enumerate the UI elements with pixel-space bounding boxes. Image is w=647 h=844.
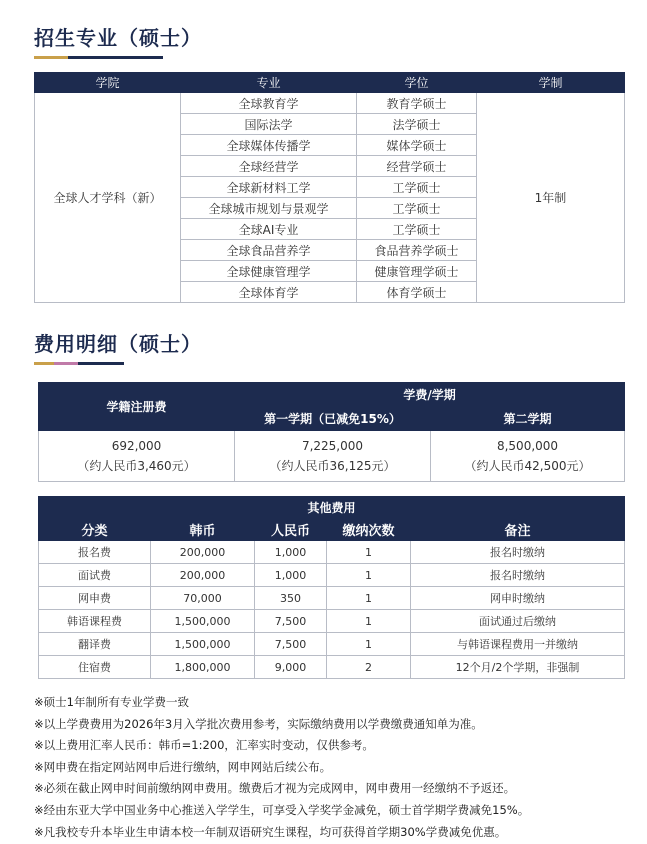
other-fee-row bbox=[39, 656, 625, 679]
remarks-cell: 报名时缴纳 bbox=[411, 541, 625, 564]
remarks-cell: 与韩语课程费用一并缴纳 bbox=[411, 633, 625, 656]
category-cell: 韩语课程费 bbox=[39, 610, 151, 633]
krw-cell: 200,000 bbox=[151, 541, 255, 564]
col-header-college: 学院 bbox=[35, 73, 181, 93]
registration-fee-header: 学籍注册费 bbox=[39, 383, 235, 431]
semester-2-fee-krw: 8,500,000 bbox=[496, 439, 559, 453]
notes-list bbox=[34, 692, 634, 843]
other-fee-row bbox=[39, 564, 625, 587]
rmb-cell: 7,500 bbox=[255, 610, 327, 633]
registration-fee-krw: 692,000 bbox=[111, 439, 162, 453]
tuition-per-semester-header: 学费/学期 bbox=[235, 383, 625, 406]
major-cell: 全球城市规划与景观学 bbox=[181, 198, 357, 219]
fees-section-title: 费用明细（硕士） bbox=[34, 332, 202, 356]
rmb-cell: 7,500 bbox=[255, 633, 327, 656]
degree-cell: 工学硕士 bbox=[357, 177, 477, 198]
times-cell: 2 bbox=[327, 656, 411, 679]
title-accent-navy-2 bbox=[78, 362, 124, 365]
krw-cell: 70,000 bbox=[151, 587, 255, 610]
degree-cell: 法学硕士 bbox=[357, 114, 477, 135]
major-cell: 全球媒体传播学 bbox=[181, 135, 357, 156]
krw-cell: 1,500,000 bbox=[151, 633, 255, 656]
duration-cell: 1年制 bbox=[477, 93, 625, 303]
note-line: ※必须在截止网申时间前缴纳网申费用。缴费后才视为完成网申，网申费用一经缴纳不予返还。 bbox=[34, 781, 516, 796]
major-cell: 全球教育学 bbox=[181, 93, 357, 114]
times-cell: 1 bbox=[327, 633, 411, 656]
majors-header-row bbox=[35, 73, 625, 93]
note-line: ※以上费用汇率人民币：韩币=1:200，汇率实时变动，仅供参考。 bbox=[34, 738, 374, 753]
other-fee-row bbox=[39, 587, 625, 610]
degree-cell: 媒体学硕士 bbox=[357, 135, 477, 156]
remarks-cell: 面试通过后缴纳 bbox=[411, 610, 625, 633]
remarks-cell: 网申时缴纳 bbox=[411, 587, 625, 610]
remarks-cell: 报名时缴纳 bbox=[411, 564, 625, 587]
semester-1-fee-cell bbox=[235, 431, 431, 482]
title-accent-gold-2 bbox=[34, 362, 54, 365]
times-cell: 1 bbox=[327, 564, 411, 587]
semester-2-fee-cell bbox=[431, 431, 625, 482]
category-cell: 网申费 bbox=[39, 587, 151, 610]
note-line: ※硕士1年制所有专业学费一致 bbox=[34, 695, 189, 709]
major-cell: 全球经营学 bbox=[181, 156, 357, 177]
category-cell: 报名费 bbox=[39, 541, 151, 564]
other-fee-row bbox=[39, 541, 625, 564]
degree-cell: 体育学硕士 bbox=[357, 282, 477, 303]
semester-2-header: 第二学期 bbox=[431, 406, 625, 431]
degree-cell: 食品营养学硕士 bbox=[357, 240, 477, 261]
rmb-cell: 1,000 bbox=[255, 564, 327, 587]
semester-1-fee-rmb: （约人民币36,125元） bbox=[269, 459, 396, 473]
times-cell: 1 bbox=[327, 541, 411, 564]
remarks-cell: 12个月/2个学期，非强制 bbox=[411, 656, 625, 679]
major-cell: 全球AI专业 bbox=[181, 219, 357, 240]
note-line: ※经由东亚大学中国业务中心推送入学学生，可享受入学奖学金减免，硕士首学期学费减免15%。 bbox=[34, 802, 530, 817]
category-cell: 翻译费 bbox=[39, 633, 151, 656]
col-header-major: 专业 bbox=[181, 73, 357, 93]
col-header-rmb: 人民币 bbox=[255, 518, 327, 541]
majors-row bbox=[35, 93, 625, 114]
col-header-duration: 学制 bbox=[477, 73, 625, 93]
other-fees-table bbox=[38, 496, 625, 679]
title-accent-pink bbox=[54, 362, 78, 365]
rmb-cell: 1,000 bbox=[255, 541, 327, 564]
other-fee-row bbox=[39, 610, 625, 633]
times-cell: 1 bbox=[327, 610, 411, 633]
tuition-fee-table bbox=[38, 382, 625, 482]
times-cell: 1 bbox=[327, 587, 411, 610]
registration-fee-rmb: （约人民币3,460元） bbox=[77, 459, 196, 473]
degree-cell: 教育学硕士 bbox=[357, 93, 477, 114]
title-accent-gold bbox=[34, 56, 68, 59]
rmb-cell: 9,000 bbox=[255, 656, 327, 679]
note-line: ※凡我校专升本毕业生申请本校一年制双语研究生课程，均可获得首学期30%学费减免优惠。 bbox=[34, 824, 507, 839]
semester-1-fee-krw: 7,225,000 bbox=[301, 439, 364, 453]
semester-1-header: 第一学期（已减免15%） bbox=[235, 406, 431, 431]
majors-table bbox=[34, 72, 625, 303]
degree-cell: 工学硕士 bbox=[357, 198, 477, 219]
krw-cell: 1,800,000 bbox=[151, 656, 255, 679]
col-header-category: 分类 bbox=[39, 518, 151, 541]
registration-fee-cell bbox=[39, 431, 235, 482]
other-fees-title: 其他费用 bbox=[39, 497, 625, 518]
rmb-cell: 350 bbox=[255, 587, 327, 610]
major-cell: 全球食品营养学 bbox=[181, 240, 357, 261]
degree-cell: 经营学硕士 bbox=[357, 156, 477, 177]
col-header-krw: 韩币 bbox=[151, 518, 255, 541]
krw-cell: 200,000 bbox=[151, 564, 255, 587]
col-header-times: 缴纳次数 bbox=[327, 518, 411, 541]
major-cell: 全球体育学 bbox=[181, 282, 357, 303]
note-line: ※网申费在指定网站网申后进行缴纳，网申网站后续公布。 bbox=[34, 759, 332, 774]
degree-cell: 健康管理学硕士 bbox=[357, 261, 477, 282]
category-cell: 住宿费 bbox=[39, 656, 151, 679]
krw-cell: 1,500,000 bbox=[151, 610, 255, 633]
degree-cell: 工学硕士 bbox=[357, 219, 477, 240]
col-header-remarks: 备注 bbox=[411, 518, 625, 541]
semester-2-fee-rmb: （约人民币42,500元） bbox=[464, 459, 591, 473]
note-line: ※以上学费费用为2026年3月入学批次费用参考，实际缴纳费用以学费缴费通知单为准。 bbox=[34, 716, 483, 731]
major-cell: 全球新材料工学 bbox=[181, 177, 357, 198]
majors-section-title: 招生专业（硕士） bbox=[34, 26, 202, 50]
title-accent-navy bbox=[68, 56, 163, 59]
col-header-degree: 学位 bbox=[357, 73, 477, 93]
other-fee-row bbox=[39, 633, 625, 656]
college-cell: 全球人才学科（新） bbox=[35, 93, 181, 303]
major-cell: 全球健康管理学 bbox=[181, 261, 357, 282]
category-cell: 面试费 bbox=[39, 564, 151, 587]
major-cell: 国际法学 bbox=[181, 114, 357, 135]
